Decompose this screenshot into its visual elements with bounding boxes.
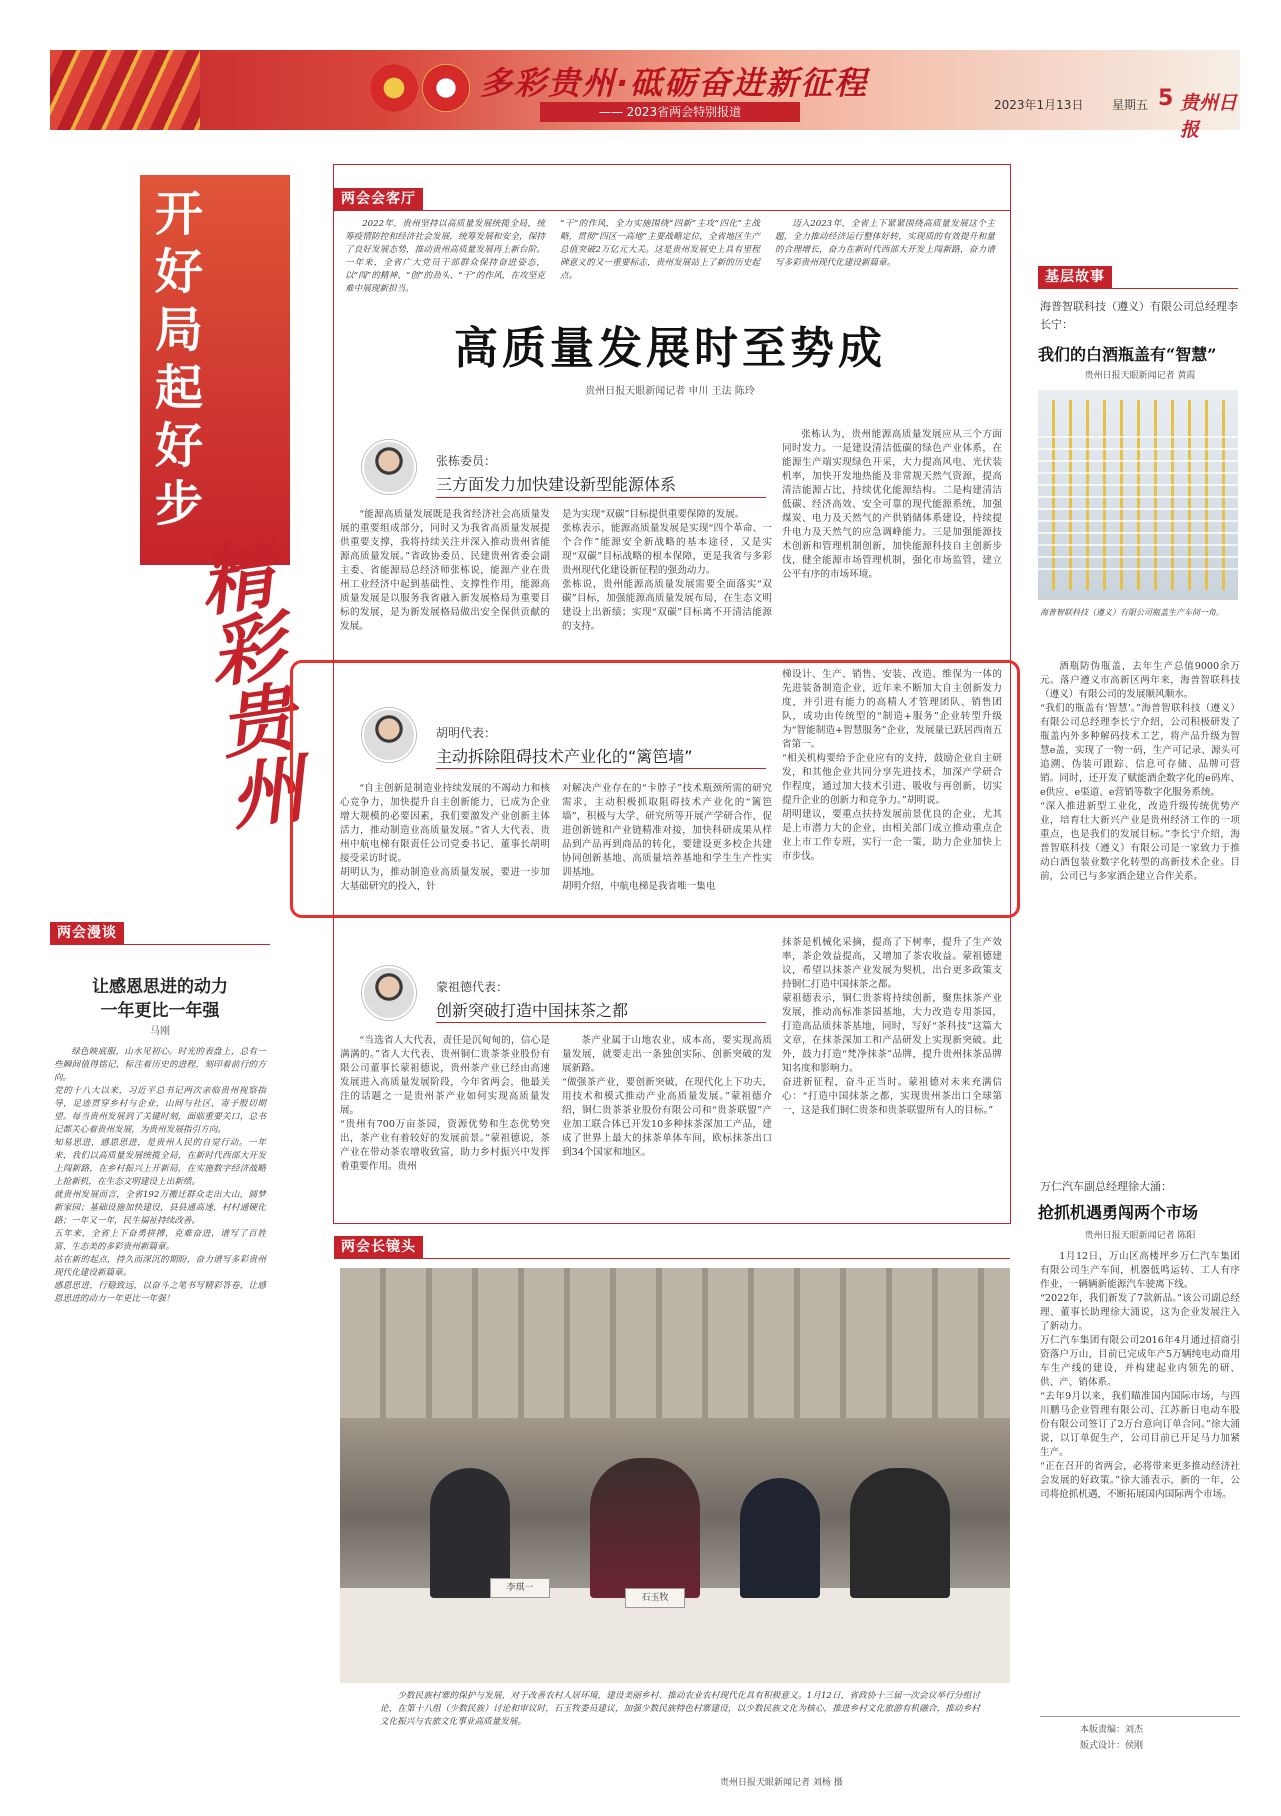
a2-col-1: “自主创新是制造业持续发展的不竭动力和核心竞争力，加快提升自主创新能力，已成为企业增大规模的必要因素，我们要激发产业创新主体活力，推动制造业高质量发展。”省人大代表、贵州中航电梯有限责任公司党委书记、董事长胡明接受采访时说。 胡明认为，推动制造业高质量发展，要进一步加大基础研究的投入，针 xyxy=(340,783,550,892)
a3-col-1: “当选省人大代表，责任是沉甸甸的，信心是满满的。”省人大代表、贵州铜仁贵茶茶业股份有限公司董事长蒙祖德说，贵州茶产业已经由高速发展进入高质量发展阶段，今年省两会，他最关注的话题之一是贵州茶产业如何实现高质量发展。 “贵州有700万亩茶园，资源优势和生态优势突出，茶产业有着较好的发展前景。”蒙祖德说，茶产业在带动茶农增收致富，助力乡村振兴中发挥着重要作用。贵州 xyxy=(340,1035,550,1172)
intro-col-3: 迈入2023年，全省上下紧紧围绕高质量发展这个主题，全力推动经济运行整体好转，实现质的有效提升和量的合理增长，奋力在新时代西部大开发上闯新路，奋力谱写多彩贵州现代化建设新篇章。 xyxy=(775,219,995,268)
a3-col-3: 抹茶是机械化采摘，提高了下树率，提升了生产效率，茶企效益提高，又增加了茶农收益。蒙祖德建议，希望以抹茶产业发展为契机，出台更多政策支持铜仁打造中国抹茶之都。 蒙祖德表示，铜仁贵茶将持续创新，聚焦抹茶产业发展，推动高标准茶园基地，大力改造专用茶园，打造高品质抹茶基地，同时，写好“茶科技”这篇大文章，在抹茶深加工和产品研发上实现新突破。此外，鼓力打造“梵净抹茶”品牌，提升贵州抹茶品牌知名度和影响力。 奋进新征程，奋斗正当时。蒙祖德对未来充满信心：“打造中国抹茶之都，实现贵州茶出口全球第一，这是我们铜仁贵茶和贵茶联盟所有人的目标。” xyxy=(782,937,1002,1116)
header-date: 2023年1月13日 xyxy=(994,98,1084,112)
section-tag-photo: 两会长镜头 xyxy=(334,1236,423,1258)
right-photo-caption: 海普智联科技（遵义）有限公司瓶盖生产车间一角。 xyxy=(1040,608,1224,617)
person-3 xyxy=(740,1478,820,1598)
right-title: 我们的白酒瓶盖有“智慧” xyxy=(1038,345,1217,364)
essay-title-1: 让感恩思进的动力 xyxy=(92,977,228,997)
section-tag-grassroots: 基层故事 xyxy=(1038,266,1112,288)
right-body: 酒瓶防伪瓶盖，去年生产总值9000余万元。落户遵义市高新区两年来，海普智联科技（遵义）有限公司的发展顺风顺水。 “我们的瓶盖有‘智慧’。”海普智联科技（遵义）有限公司总经理李长宁介绍，公司积极研发了瓶盖内外多种解码技术工艺，将产品升级为智慧e盖，实现了一物一码，生产可记录、源头可追溯、伪装可跟踪、信息可存储、品牌可营销。同时，还开发了赋能酒企数字化的e码库、e供应、e渠道、e营销等数字化服务系统。 “深入推进新型工业化，改造升级传统优势产业，培育壮大新兴产业是贵州经济工作的一项重点，也是我们的发展目标。”李长宁介绍，海普智联科技（遵义）有限公司是一家致力于推动白酒包装业数字化转型的高新技术企业。目前，公司已与多家酒企建立合作关系。 xyxy=(1040,661,1240,882)
a1-title: 三方面发力加快建设新型能源体系 xyxy=(436,475,677,494)
a1-col-3: 张栋认为，贵州能源高质量发展应从三个方面同时发力。一是建设清洁低碳的绿色产业体系，在能源生产端实现绿色开采，大力提高风电、光伏装机率，加快开发地热能及非常规天然气资源，提高清洁能源占比，持续优化能源结构。二是构建清洁低碳、经济高效、安全可靠的现代能源系统，加强煤炭、电力及天然气的产供销储体系建设，持续提升电力及天然气的应急调峰能力。三是加强能源技术创新和管理机制创新，加快能源科技自主创新步伐，健全能源市场管理机制，强化市场监管，建立公平有序的市场环境。 xyxy=(782,429,1002,580)
paper-name: 贵州日报 xyxy=(1180,92,1238,141)
a3-title: 创新突破打造中国抹茶之都 xyxy=(436,1001,629,1020)
headline-byline: 贵州日报天眼新闻记者 申川 王法 陈玲 xyxy=(585,386,755,397)
national-emblem-icon xyxy=(370,64,418,112)
designer-credit: 版式设计：侯刚 xyxy=(1080,1741,1144,1751)
right-title-2: 抢抓机遇勇闯两个市场 xyxy=(1038,1203,1199,1222)
photo-window xyxy=(340,1268,1010,1418)
essay-title-2: 一年更比一年强 xyxy=(100,1001,220,1021)
right-byline: 贵州日报天眼新闻记者 黄霞 xyxy=(1084,371,1196,381)
essay-author: 马刚 xyxy=(150,1026,170,1037)
page-number: 5 xyxy=(1158,86,1174,111)
a3-rule xyxy=(436,1022,766,1023)
meeting-photo xyxy=(340,1268,1010,1683)
avatar-zhang xyxy=(362,440,416,494)
a2-name: 胡明代表： xyxy=(436,726,497,740)
editor-credit: 本版责编：刘杰 xyxy=(1080,1725,1144,1735)
a2-col-3: 梯设计、生产、销售、安装、改造、维保为一体的先进装备制造企业，近年来不断加大自主创新发力度，并引进有能力的高精人才管理团队、销售团队，成功由传统型的“制造+服务”企业转型升级为“智能制造+智慧服务”企业，发展量已跃居西南五省第一。 “相关机构要给予企业应有的支持，鼓励企业自主研发，和其他企业共同分享先进技术，加深产学研合作程度，通过加大技术引进、吸收与再创新，切实提升企业的创新力和竞争力。”胡明说。 胡明建议，要重点扶持发展前景优良的企业，尤其是上市潜力大的企业，由相关部门成立推动重点企业上市工作专班，实行一企一策，助力企业加快上市步伐。 xyxy=(782,669,1002,862)
section-rule xyxy=(1038,288,1238,289)
section-rule xyxy=(334,1258,1010,1259)
header-subtitle: —— 2023省两会特别报道 xyxy=(540,102,800,122)
header-title: 多彩贵州·砥砺奋进新征程 xyxy=(480,64,869,102)
a3-col-2: 茶产业属于山地农业，成本高，要实现高质量发展，就要走出一条独创实际、创新突破的发展新路。 “做强茶产业，要创新突破，在现代化上下功夫，用技术和模式推动产业高质量发展。”蒙祖德介绍，铜仁贵茶茶业股份有限公司和“贵茶联盟”产业加工联合体已开发10多种抹茶深加工产品，建成了世界上最大的抹茶单体车间，欧标抹茶出口到34个国家和地区。 xyxy=(562,1035,772,1158)
section-tag-talk: 两会漫谈 xyxy=(50,922,124,944)
a1-col-1: “能源高质量发展既是我省经济社会高质量发展的重要组成部分，同时又为我省高质量发展提供重要支撑，我将持续关注并深入推动贵州省能源高质量发展。”省政协委员、民建贵州省委会副主委、省能源局总经济师张栋说，能源产业在贵州工业经济中起到基础性、支撑性作用，能源高质量发展是以服务我省融入新发展格局为重要目标的发展，是为新发展格局做出安全保供贡献的发展。 xyxy=(340,509,550,632)
right-byline-2: 贵州日报天眼新闻记者 陈阳 xyxy=(1084,1231,1196,1241)
section-rule xyxy=(50,944,270,945)
credits-rule xyxy=(1040,1716,1240,1717)
headline: 高质量发展时至势成 xyxy=(454,323,886,374)
header-weekday: 星期五 xyxy=(1112,98,1149,112)
left-big-title-text: 开好局起好步 xyxy=(155,186,204,532)
a2-rule xyxy=(436,768,766,769)
person-4 xyxy=(850,1468,950,1598)
banner-ribbons xyxy=(50,50,200,130)
essay-body: 绿色映底服，山水见初心。时光的表盘上，总有一些瞬间值得铭记，标注着历史的进程，刻印着前行的方向。 党的十八大以来，习近平总书记两次亲临贵州视察指导，足迹贯穿乡村与企业，山间与社区，寄予殷切期望。每当贵州发展到了关键时刻，面临重要关口，总书记都关心着贵州发展，为贵州发展指引方向。 知易思进，感恩思进，是贵州人民的自觉行动。一年来，我们以高质量发展统揽全局，在新时代西部大开发上闯新路，在乡村振兴上开新局，在实施数字经济战略上抢新机，在生态文明建设上出新绩。 就贵州发展而言，全省192万搬迁群众走出大山，圆梦新家园；基础设施加快建设，县县通高速，村村通硬化路；一年又一年，民生福祉持续改善。 五年来，全省上下奋勇拼搏，克难奋进，谱写了百姓富、生态美的多彩贵州新篇章。 站在新的起点，持久而深沉的期盼，奋力谱写多彩贵州现代化建设新篇章。 感恩思进，行稳致远，以奋斗之笔书写精彩答卷，让感恩思进的动力一年更比一年强！ xyxy=(54,1047,266,1304)
header-banner xyxy=(50,50,1240,141)
right-kicker-2: 万仁汽车副总经理徐大涌： xyxy=(1040,1180,1172,1193)
a1-rule xyxy=(436,497,766,498)
section-tag-salon: 两会会客厅 xyxy=(334,188,423,210)
photo-credit: 贵州日报天眼新闻记者 刘杨 摄 xyxy=(720,1778,843,1788)
factory-photo xyxy=(1038,390,1238,600)
nameplate-1: 李琪一 xyxy=(490,1578,550,1598)
section-rule xyxy=(334,210,1010,211)
right-body-2: 1月12日，万山区高楼坪乡万仁汽车集团有限公司生产车间，机器低鸣运转、工人有序作业，一辆辆新能源汽车驶离下线。 “2022年，我们新发了7款新品。”该公司副总经理、董事长助理徐大涌说，这为企业发展注入了新动力。 万仁汽车集团有限公司2016年4月通过招商引资落户万山，目前已完成年产5万辆纯电动商用车生产线的建设，并构建起业内领先的研、供、产、销体系。 “去年9月以来，我们瞄准国内国际市场，与四川鹏马企业管理有限公司、江苏新日电动车股份有限公司签订了2万台意向订单合同。”徐大涌说，以订单促生产，公司目前已开足马力加紧生产。 “正在召开的省两会，必将带来更多推动经济社会发展的好政策。”徐大涌表示，新的一年，公司将抢抓机遇，不断拓展国内国际两个市场。 xyxy=(1040,1251,1240,1500)
avatar-meng xyxy=(362,966,416,1020)
a1-col-2: 是为实现“双碳”目标提供重要保障的发展。 张栋表示，能源高质量发展是实现“四个革命、一个合作”能源安全新战略的基本途径，又是实现“双碳”目标战略的根本保障，更是我省与多彩贵州现代化建设新征程的强劲动力。 张栋说，贵州能源高质量发展需要全面落实“双碳”目标，加强能源高质量发展布局，在生态文明建设上出新绩；实现“双碳”目标离不开清洁能源的支持。 xyxy=(562,509,772,632)
right-kicker: 海普智联科技（遵义）有限公司总经理李长宁： xyxy=(1040,300,1238,331)
avatar-hu xyxy=(362,708,416,762)
a2-title: 主动拆除阻碍技术产业化的“篱笆墙” xyxy=(436,747,693,766)
a3-name: 蒙祖德代表： xyxy=(436,980,509,994)
photo-caption: 少数民族村寨的保护与发展，对于改善农村人居环境，建设美丽乡村、推动农业农村现代化具有积极意义。1月12日，省政协十三届一次会议举行分组讨论，在第十八组（少数民族）讨论和审议时，石玉牧委员建议，加强少数民族特色村寨建设，以少数民族文化为核心，推进乡村文化旅游有机融合，推动乡村文化振兴与农旅文化事业高质量发展。 xyxy=(380,1691,980,1727)
a2-col-2: 对解决产业存在的“卡脖子”技术瓶颈所需的研究需求，主动积极抓取阻碍技术产业化的“篱笆墙”，积极与大学、研究所等开展产学研合作，促进创新链和产业链精准对接，加快科研成果从样品到产品再到商品的转化，要建设更多校企共建协同创新基地、高质量培养基地和学生生产性实训基地。 胡明介绍，中航电梯是我省唯一集电 xyxy=(562,783,772,892)
nameplate-2: 石玉牧 xyxy=(625,1588,685,1608)
calligraphy-title: 精彩贵州 xyxy=(194,531,310,842)
cppcc-emblem-icon xyxy=(422,64,470,112)
a1-name: 张栋委员： xyxy=(436,454,497,468)
photo-bottles xyxy=(1038,430,1238,580)
intro-col-1: 2022年，贵州坚持以高质量发展统揽全局，统筹疫情防控和经济社会发展，统筹发展和安全，保持了良好发展态势，推动贵州高质量发展再上新台阶。一年来，全省广大党员干部群众保持奋进姿态，以“闯”的精神、“创”的劲头、“干”的作风，在攻坚克难中展现新担当。 xyxy=(345,219,545,294)
intro-col-2: “干”的作风，全力实施围绕“四新”主攻“四化”主战略，贯彻“四区一高地”主要战略定位，全省地区生产总值突破2万亿元大关。这是贵州发展史上具有里程碑意义的又一重要标志，贵州发展站上了新的历史起点。 xyxy=(560,219,760,281)
person-2 xyxy=(590,1458,700,1598)
